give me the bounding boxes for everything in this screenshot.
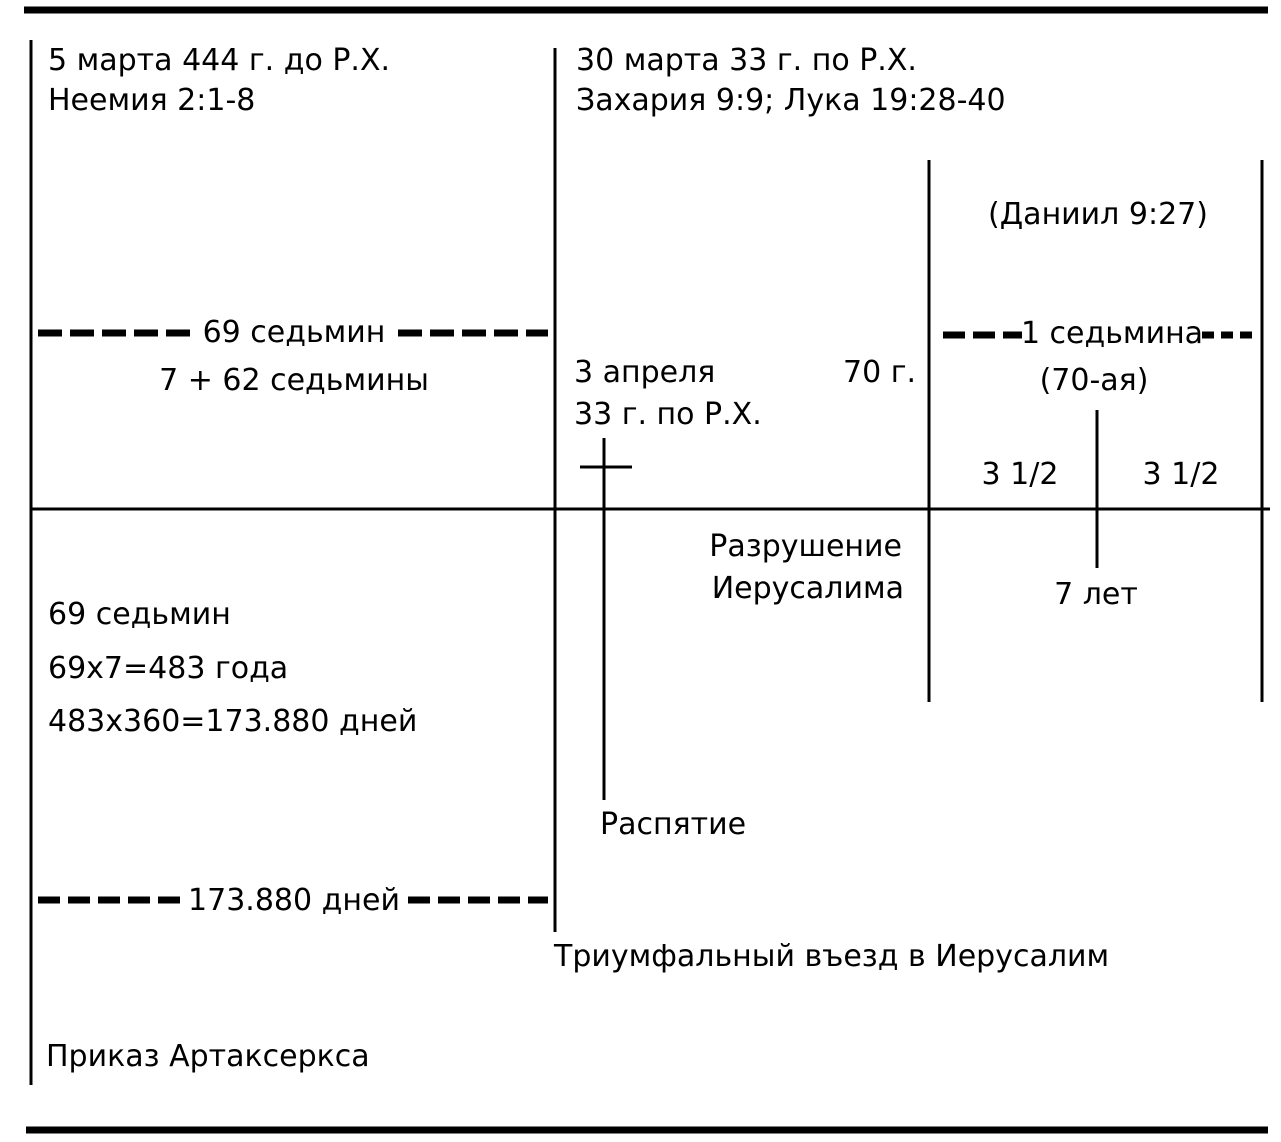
half-week-left-label: 3 1/2 <box>981 457 1059 492</box>
calc-days: 483x360=173.880 дней <box>48 704 418 739</box>
decree-reference: Неемия 2:1-8 <box>48 83 256 118</box>
destruction-label-line1: Разрушение <box>709 529 902 564</box>
seven-years-label: 7 лет <box>1054 577 1138 612</box>
triumphal-entry-label: Триумфальный въезд в Иерусалим <box>554 939 1110 974</box>
week-1-label: 1 седьмина <box>1020 316 1204 351</box>
entry-reference: Захария 9:9; Лука 19:28-40 <box>576 83 1006 118</box>
destruction-label-line2: Иерусалима <box>711 571 904 606</box>
crucifixion-date-line1: 3 апреля <box>574 355 716 390</box>
decree-date: 5 марта 444 г. до Р.Х. <box>48 43 391 78</box>
half-week-right-label: 3 1/2 <box>1142 457 1220 492</box>
crucifixion-date-line2: 33 г. по Р.Х. <box>574 397 762 432</box>
year-70-label: 70 г. <box>842 355 916 390</box>
week-70th-label: (70-ая) <box>1039 363 1149 398</box>
days-total-label: 173.880 дней <box>188 883 400 918</box>
crucifixion-label: Распятие <box>600 807 747 842</box>
entry-date: 30 марта 33 г. по Р.Х. <box>576 43 917 78</box>
weeks-69-label: 69 седьмин <box>202 315 386 350</box>
calc-weeks: 69 седьмин <box>48 597 231 632</box>
decree-caption: Приказ Артаксеркса <box>46 1039 370 1074</box>
weeks-sum-label: 7 + 62 седьмины <box>159 363 429 398</box>
calc-years: 69x7=483 года <box>48 651 289 686</box>
daniel-reference: (Даниил 9:27) <box>988 197 1208 232</box>
